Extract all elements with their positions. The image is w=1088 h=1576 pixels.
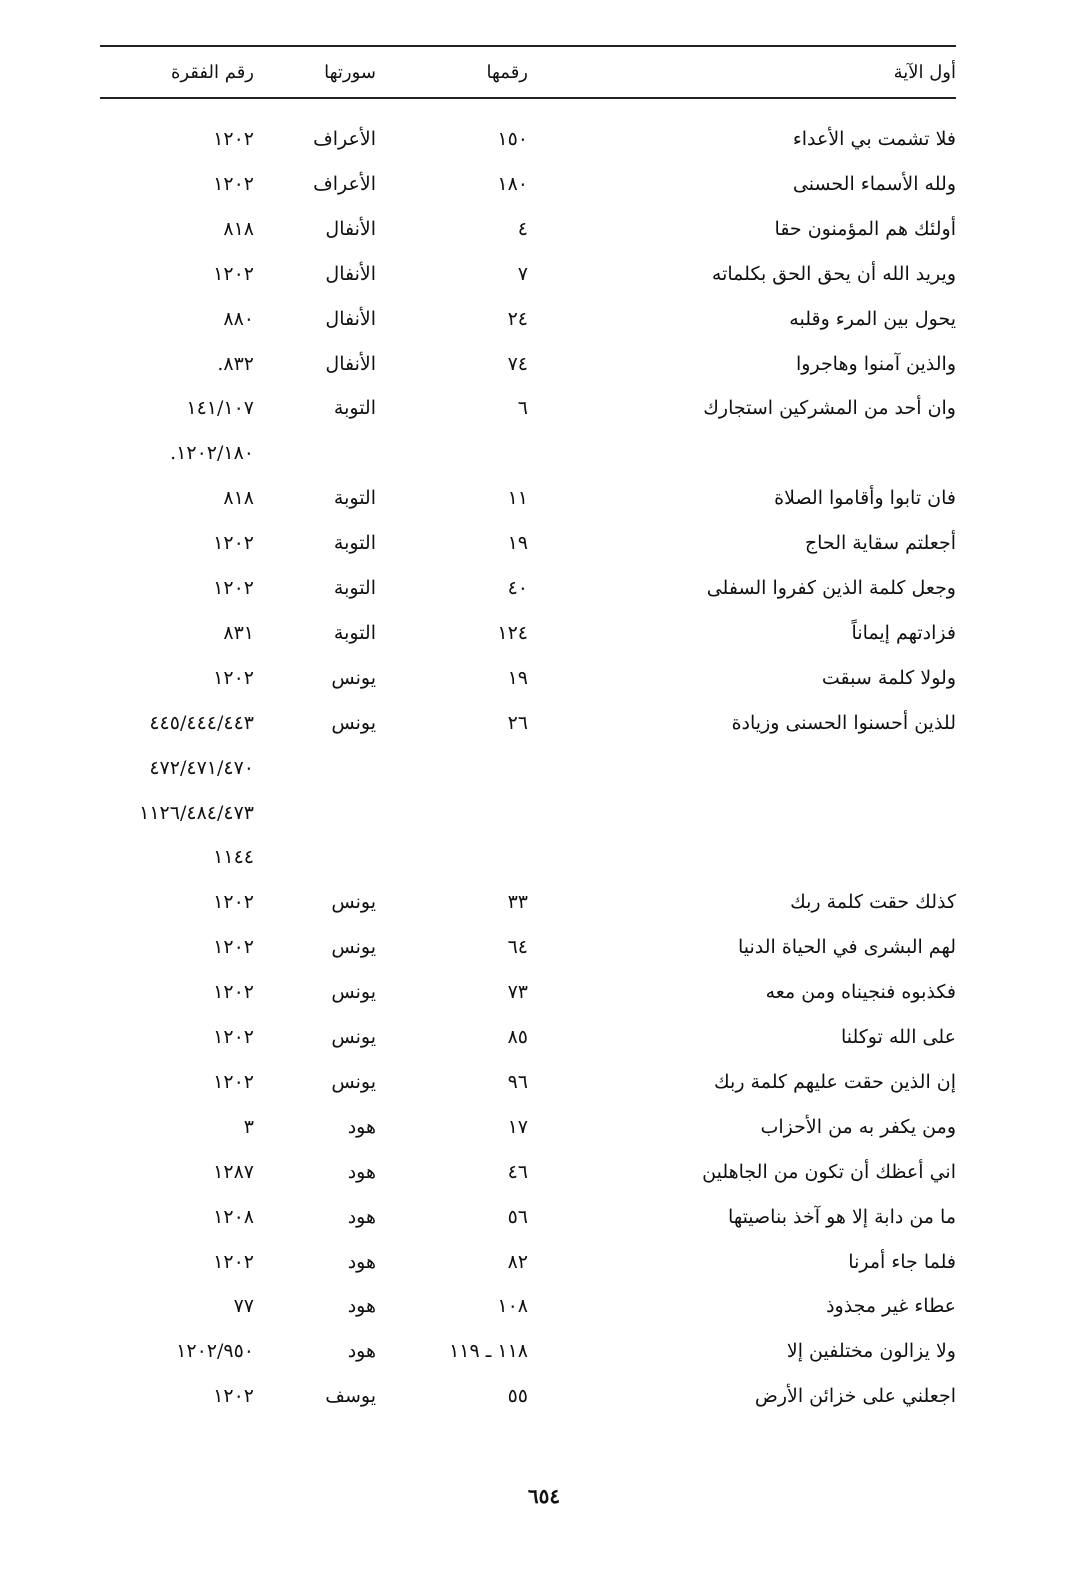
table-row [0, 613, 1088, 653]
paragraph-number: ٧٧ [233, 1295, 254, 1318]
surah-name: الأنفال [325, 307, 376, 330]
first-of-verse [626, 748, 956, 788]
surah-name: هود [347, 1160, 376, 1183]
first-of-verse: على الله توكلنا [840, 1026, 956, 1048]
verse-number: ١٩ [507, 666, 528, 689]
paragraph-number: ٤٧٢/٤٧١/٤٧٠ [149, 756, 254, 779]
table-row [0, 299, 1088, 339]
verse-number: ٧ [517, 262, 528, 285]
table-row [0, 388, 1088, 428]
verse-number [368, 793, 528, 833]
table-row [0, 254, 1088, 294]
paragraph-number: ١٢٠٢/٩٥٠ [176, 1340, 254, 1363]
table-row [0, 1107, 1088, 1147]
table-row [0, 1017, 1088, 1057]
verse-number: ٧٤ [507, 352, 528, 375]
first-of-verse: كذلك حقت كلمة ربك [790, 891, 956, 914]
first-of-verse: فكذبوه فنجيناه ومن معه [765, 981, 956, 1004]
table-row [0, 1197, 1088, 1237]
surah-name: الأنفال [325, 352, 376, 375]
verse-number: ١٢٤ [497, 621, 528, 644]
surah-name: هود [347, 1250, 376, 1273]
surah-name: يونس [331, 1026, 376, 1048]
paragraph-number: ١٢٠٢ [213, 1026, 254, 1048]
verse-number: ٧٣ [507, 981, 528, 1004]
paragraph-number: ١٢٠٢ [213, 532, 254, 555]
table-row [0, 1376, 1088, 1416]
surah-name: التوبة [333, 487, 376, 510]
verse-number: ١٧ [507, 1115, 528, 1138]
paragraph-number: ١٢٠٢ [213, 666, 254, 689]
verse-number: ٤٠ [507, 577, 528, 599]
first-of-verse: أجعلتم سقاية الحاج [804, 532, 956, 555]
surah-name: التوبة [333, 532, 376, 555]
first-of-verse: ما من دابة إلا هو آخذ بناصيتها [728, 1205, 956, 1228]
table-row [0, 344, 1088, 384]
surah-name [266, 433, 376, 473]
first-of-verse: وجعل كلمة الذين كفروا السفلى [706, 577, 956, 599]
header-verse-number: رقمها [486, 62, 528, 83]
surah-name [266, 837, 376, 877]
first-of-verse: ولله الأسماء الحسنى [792, 172, 956, 195]
first-of-verse: وان أحد من المشركين استجارك [703, 397, 956, 420]
first-of-verse: للذين أحسنوا الحسنى وزيادة [731, 711, 956, 734]
verse-number [368, 433, 528, 473]
top-rule [100, 45, 956, 47]
first-of-verse: فلا تشمت بي الأعداء [792, 128, 956, 150]
surah-name: يونس [331, 936, 376, 959]
paragraph-number: ٨٣٢. [217, 352, 254, 375]
verse-number [368, 837, 528, 877]
header-first-of-verse: أول الآية [893, 62, 956, 83]
first-of-verse: اجعلني على خزائن الأرض [754, 1385, 956, 1408]
page-number: ٦٥٤ [527, 1484, 561, 1508]
surah-name [266, 748, 376, 788]
paragraph-number: ١٢٠٢ [213, 981, 254, 1004]
first-of-verse: أولئك هم المؤمنون حقا [774, 217, 956, 240]
surah-name: هود [347, 1205, 376, 1228]
paragraph-number: ١١٤٤ [213, 846, 254, 869]
first-of-verse: إن الذين حقت عليهم كلمة ربك [714, 1070, 956, 1093]
surah-name: يوسف [325, 1385, 376, 1408]
paragraph-number: ١٢٠٢ [213, 891, 254, 914]
surah-name: الأنفال [325, 262, 376, 285]
first-of-verse: فان تابوا وأقاموا الصلاة [774, 487, 956, 510]
table-row [0, 748, 1088, 788]
verse-number: ٦٤ [507, 936, 528, 959]
verse-number: ٦ [517, 397, 528, 420]
first-of-verse [626, 837, 956, 877]
surah-name: يونس [331, 666, 376, 689]
surah-name: يونس [331, 711, 376, 734]
first-of-verse: فزادتهم إيماناً [851, 621, 956, 644]
surah-name: التوبة [333, 577, 376, 599]
verse-number: ١٥٠ [497, 128, 528, 150]
paragraph-number: ٨٨٠ [223, 307, 254, 330]
verse-number: ٥٦ [507, 1205, 528, 1228]
paragraph-number: ٨١٨ [223, 487, 254, 510]
paragraph-number: ٤٤٥/٤٤٤/٤٤٣ [149, 711, 254, 734]
surah-name: هود [347, 1295, 376, 1318]
table-row [0, 793, 1088, 833]
table-row [0, 1152, 1088, 1192]
table-row [0, 882, 1088, 922]
first-of-verse: ومن يكفر به من الأحزاب [760, 1115, 956, 1138]
table-row [0, 1242, 1088, 1282]
table-row [0, 927, 1088, 967]
verse-number: ١٨٠ [497, 172, 528, 195]
table-row [0, 1062, 1088, 1102]
table-row [0, 433, 1088, 473]
paragraph-number: ١٢٠٨ [213, 1205, 254, 1228]
first-of-verse [626, 433, 956, 473]
header-rule [100, 97, 956, 99]
table-row [0, 478, 1088, 518]
verse-number: ٨٥ [507, 1026, 528, 1048]
paragraph-number: ٨١٨ [223, 217, 254, 240]
first-of-verse: ولا يزالون مختلفين إلا [786, 1340, 956, 1363]
surah-name: يونس [331, 1070, 376, 1093]
verse-number: ٤ [517, 217, 528, 240]
surah-name: الأعراف [313, 128, 376, 150]
paragraph-number: ١١٢٦/٤٨٤/٤٧٣ [139, 801, 254, 824]
surah-name: يونس [331, 891, 376, 914]
first-of-verse: لهم البشرى في الحياة الدنيا [737, 936, 956, 959]
verse-number: ٢٤ [507, 307, 528, 330]
surah-name [266, 793, 376, 833]
header-paragraph-number: رقم الفقرة [170, 62, 254, 83]
first-of-verse [626, 793, 956, 833]
verse-number: ١٠٨ [497, 1295, 528, 1318]
table-row [0, 209, 1088, 249]
paragraph-number: ١٢٠٢ [213, 1250, 254, 1273]
verse-number: ٩٦ [507, 1070, 528, 1093]
table-row [0, 703, 1088, 743]
paragraph-number: ١٢٠٢ [213, 1385, 254, 1408]
table-row [0, 523, 1088, 563]
table-header [0, 56, 1088, 90]
first-of-verse: يحول بين المرء وقلبه [789, 307, 956, 330]
surah-name: الأنفال [325, 217, 376, 240]
verse-number: ٣٣ [507, 891, 528, 914]
verse-number [368, 748, 528, 788]
paragraph-number: ١٢٠٢ [213, 936, 254, 959]
table-row [0, 164, 1088, 204]
paragraph-number: ١٢٠٢/١٨٠. [170, 442, 254, 465]
verse-number: ٤٦ [507, 1160, 528, 1183]
paragraph-number: ١٢٠٢ [213, 172, 254, 195]
verse-number: ١١ [507, 487, 528, 510]
first-of-verse: ولولا كلمة سبقت [821, 666, 956, 689]
table-row [0, 119, 1088, 159]
verse-number: ٥٥ [507, 1385, 528, 1408]
table-row [0, 658, 1088, 698]
surah-name: يونس [331, 981, 376, 1004]
verse-number: ٢٦ [507, 711, 528, 734]
paragraph-number: ١٤١/١٠٧ [186, 397, 254, 420]
surah-name: التوبة [333, 621, 376, 644]
header-surah: سورتها [324, 62, 376, 83]
table-row [0, 1331, 1088, 1371]
verse-number: ١١٨ ـ ١١٩ [449, 1340, 528, 1363]
paragraph-number: ١٢٨٧ [213, 1160, 254, 1183]
paragraph-number: ٨٣١ [223, 621, 254, 644]
surah-name: هود [347, 1340, 376, 1363]
first-of-verse: والذين آمنوا وهاجروا [796, 352, 956, 375]
first-of-verse: فلما جاء أمرنا [848, 1250, 956, 1273]
paragraph-number: ١٢٠٢ [213, 128, 254, 150]
table-row [0, 837, 1088, 877]
paragraph-number: ٣ [243, 1115, 254, 1138]
verse-number: ٨٢ [507, 1250, 528, 1273]
table-row [0, 568, 1088, 608]
table-row [0, 1286, 1088, 1326]
paragraph-number: ١٢٠٢ [213, 1070, 254, 1093]
paragraph-number: ١٢٠٢ [213, 262, 254, 285]
surah-name: الأعراف [313, 172, 376, 195]
table-row [0, 972, 1088, 1012]
surah-name: هود [347, 1115, 376, 1138]
surah-name: التوبة [333, 397, 376, 420]
first-of-verse: ويريد الله أن يحق الحق بكلماته [711, 262, 956, 285]
first-of-verse: عطاء غير مجذوذ [826, 1295, 956, 1318]
paragraph-number: ١٢٠٢ [213, 577, 254, 599]
first-of-verse: اني أعظك أن تكون من الجاهلين [702, 1160, 956, 1183]
verse-number: ١٩ [507, 532, 528, 555]
